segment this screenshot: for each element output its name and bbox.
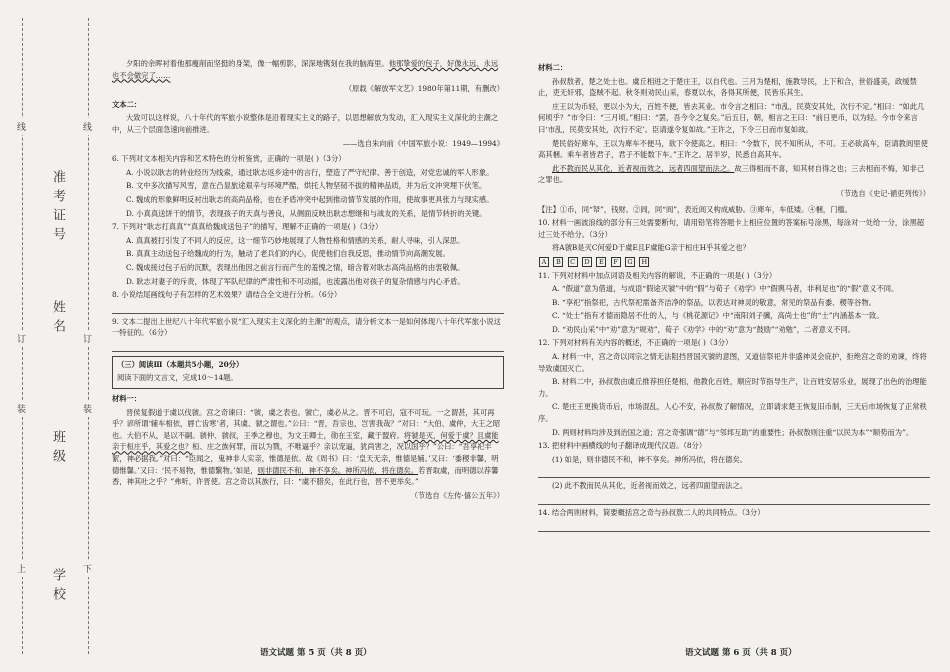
margin-word-bind: 订 [17,330,26,347]
answer-line[interactable] [538,521,930,532]
question-10: 10. 材料一画波浪线的部分有三处需要断句，请用铅笔将答题卡上相应位置的答案标号涂黑，每涂对一处给一分，涂黑超过三处不给分。（3分） [538,218,925,239]
margin-word-bind-inner: 订 [83,330,92,347]
material-1-title: 材料一： [112,394,142,404]
q10-sentence: 将A虢B是灭C何爱D于虞E且F虞能G亲于桓庄H乎其爱之也？ [552,243,750,253]
q7-option-d: D. 耿志对妻子的斥责，体现了军队纪律的严肃性和不可动摇，也流露出他对孩子的复杂情感与内心矛盾。 [126,276,465,286]
question-9: 9. 文本二提出上世纪八十年代军旅小说“汇入现实主义深化的主潮”的观点，请分析文本一是如何体现八十年代军旅小说这一特征的。（6分） [112,316,501,338]
field-name: 姓名 [50,300,65,338]
answer-line[interactable] [538,467,930,478]
q6-option-b: B. 文中多次描写风雪，意在凸显旅途艰辛与环境严酷，烘托人物坚韧不拔的精神品质，并为后文冲突埋下伏笔。 [126,181,487,191]
material-1-source: （节选自《左传·僖公五年》） [410,490,504,500]
material-2-title: 材料二： [538,63,568,72]
q12-option-a: A. 材料一中，宫之奇以同宗之情无法阻挡晋国灭虢的意图，又道信祭祀并非盛神灵会庇护，拒绝宫之奇的劝谏，终将导致虞国灭亡。 [538,352,927,373]
q6-option-c: C. 魏成的形象鲜明反衬出耿志的高尚品格，也在矛盾冲突中起到推动情节发展的作用，使故事更具张力与现实感。 [126,194,494,204]
q11-option-b: B. “享祀”指祭祀，古代祭祀需备齐洁净的祭品，以表达对神灵的敬意，常见的祭品有黍、稷等谷物。 [552,297,876,307]
footnote: 【注】①币，同“帑”，钱财。②闾，同“闾”，表近闾又构成威胁。③庳车，车低矮。④梱，门槛。 [538,204,853,214]
text2-title: 文本二： [112,99,142,109]
q12-option-d: D. 两则材料均涉及到治国之道；宫之奇强调“德”与“邻邦互助”的重要性；孙叔敖则注重“以民为本”“顺势而为”。 [552,427,914,437]
margin-word-line-inner: 线 [83,118,92,135]
cell-g[interactable]: G [625,257,635,267]
q11-option-c: C. “处士”指有才德而隐居不仕的人，与《桃花源记》中“南阳刘子骥，高尚士也”的“士”内涵基本一致。 [552,311,884,321]
q6-option-d: D. 小真真送饼干的情节，表现孩子的天真与善良，从侧面反映出耿志想继和与战友的关系，是情节转折的关键。 [126,208,487,218]
cell-a[interactable]: A [539,257,549,267]
margin-word-down: 下 [83,560,92,577]
question-7: 7. 下列对“耿志打真真”“真真给魏成送包子”的描写，理解不正确的一项是( )（3分） [112,222,383,232]
page-6-footer: 语文试题 第 6 页（共 8 页） [685,648,797,658]
text2-source: ——选自朱向前《中国军旅小说：1949—1994》 [342,138,504,148]
answer-line[interactable] [538,494,930,505]
q6-option-a: A. 小说以耿志的转业经历为线索，通过耿志返乡途中的言行，塑造了严守纪律、善于创造，对党忠诚的军人形象。 [126,167,494,177]
q13-sentence-1: (1) 如是，则非德民不和，神不享矣。神所冯依，将在德矣。 [552,454,748,464]
q12-option-b: B. 材料二中，孙叔敖由虞丘推荐担任楚相，他教化百姓，顺应时节指导生产，让百姓安居乐业，展现了出色的治理能力。 [538,377,927,398]
cell-h[interactable]: H [639,257,649,267]
cell-f[interactable]: F [611,257,621,267]
cell-e[interactable]: E [596,257,606,267]
margin-word-line: 线 [17,118,26,135]
q7-option-c: C. 魏成接过包子后的沉默，表现出他因之前言行而产生的羞愧之情，暗含着对耿志高尚品格的由衷敬佩。 [126,262,465,272]
page-5-column [112,58,504,505]
material-2-source: （节选自《史记·循吏列传》） [836,188,930,198]
margin-word-seal: 装 [17,400,26,417]
margin-word-up: 上 [17,560,26,577]
question-14: 14. 结合两则材料，简要概括宫之奇与孙叔敖二人的共同特点。（3分） [538,508,765,517]
question-8: 8. 小说结尾画线句子有怎样的艺术效果？请结合全文进行分析。（6分） [112,290,342,300]
cell-b[interactable]: B [553,257,563,267]
field-class: 班级 [50,430,65,468]
question-13: 13. 把材料中画横线的句子翻译成现代汉语。（8分） [538,441,707,451]
text2-body: 大致可以这样说，八十年代的军旅小说整体是沿着现实主义的路子，以思想解放为发动，汇入现实主义深化的主潮之中，从三个层面急速向前推进。 [112,113,499,134]
intro-poem: 夕阳的余晖衬着他那瘦削而坚挺的身架，像一幅剪影，深深地镌刻在我的脑海里。他那挚爱的包子，好像永远、永远也不会做完了…… [112,59,499,80]
question-11: 11. 下列对材料中加点词语及相关内容的解说，不正确的一项是( )（3分） [538,270,777,280]
question-12: 12. 下列对材料有关内容的概述，不正确的一项是( )（3分） [538,338,733,348]
field-exam-number: 准考证号 [50,170,65,246]
question-6: 6. 下列对文本相关内容和艺术特色的分析鉴赏，正确的一项是( )（3分） [112,154,346,164]
q11-option-d: D. “劝民山采”中“劝”意为“规劝”，荀子《劝学》中的“劝”意为“鼓励”“劝勉”，二者意义不同。 [552,324,856,334]
section-3-title: （三）阅读Ⅲ（本题共5小题，20分） [117,359,244,369]
q7-option-a: A. 真真被打引发了不同人的反应，这一细节巧妙地展现了人物性格和情感的关系，耐人寻味，引人深思。 [126,235,465,245]
margin-word-seal-inner: 装 [83,400,92,417]
q12-option-c: C. 楚庄王更换货币后，市场混乱，人心不安，孙叔敖了解情况，立即请求楚王恢复旧币制，三天后市场恢复了正常秩序。 [538,402,927,424]
material-2-p2: 庄王以为币轻，更以小为大，百姓不便，皆去其业。市令言之相曰：“市乱，民莫安其处，次行不定。”相曰：“如此几何顷乎？”市令曰：“三月顷。”相曰：“罢，吾今令之复矣。”后五日，朝，相言之王曰：“前日更币，以为轻。今市令来言曰‘市乱，民莫安其处，次行不定’。臣请遂令复如故。”王许之，下令三日而市复如故。 [538,101,925,134]
answer-line[interactable] [112,341,504,352]
material-2-p1: 孙叔敖者，楚之处士也。虞丘相进之于楚庄王，以自代也。三月为楚相，施教导民，上下和合，世俗盛美，政缓禁止，吏无奸邪，盗贼不起。秋冬则劝民山采，春夏以水，各得其所便，民皆乐其生。 [538,76,917,98]
field-school: 学校 [50,568,65,606]
q10-answer-cells [538,256,930,268]
page-5-footer: 语文试题 第 5 页（共 8 页） [260,648,372,658]
material-2-p4: 此不教而民从其化，近者视而效之，远者四面望而法之。故三得相而不喜，知其材自得之也；三去相而不悔，知非己之罪也。 [538,163,925,185]
material-1-text: 晋侯复假道于虞以伐虢。宫之奇谏曰：“虢，虞之表也。虢亡，虞必从之。晋不可启，寇不可玩。一之谓甚，其可再乎？谚所谓‘辅车相依，唇亡齿寒’者，其虞、虢之谓也。”公曰：“晋，吾宗也，岂害我哉？”对曰：“大伯、虞仲，大王之昭也。大伯不从，是以不嗣。虢仲、虢叔，王季之穆也，为文王卿士，勋在王室，藏于盟府。将虢是灭，何爱于虞？且虞能亲于桓庄乎，其爱之也？桓、庄之族何罪，而以为戮，不唯逼乎？亲以宠逼，犹尚害之，况以国乎？”公曰：“吾享祀丰絜，神必据我。”对曰：“臣闻之，鬼神非人实亲，惟德是依。故《周书》曰：‘皇天无亲，惟德是辅。’又曰：‘黍稷非馨，明德惟馨。’又曰：‘民不易物，惟德繄物。’如是，则非德民不和，神不享矣。神所冯依，将在德矣。若晋取虞，而明德以荐馨香，神其吐之乎？”弗听，许晋使。宫之奇以其族行，曰：“虞不腊矣，在此行也，晋不更举矣。” [112,407,501,487]
reading-section-box [112,356,504,389]
q13-sentence-2: (2) 此不教而民从其化，近者视而效之，远者四面望而法之。 [552,481,748,491]
cell-c[interactable]: C [568,257,578,267]
binding-margin [0,0,100,672]
source-1: （原载《解放军文艺》1980年第11期，有删改） [344,84,504,94]
section-3-intro: 阅读下面的文言文，完成10～14题。 [117,373,238,383]
page-6-column [538,62,930,534]
cell-d[interactable]: D [582,257,592,267]
q11-option-a: A. “假道”意为借道，与成语“假途灭虢”中的“假”与荀子《劝学》中“假舆马者，非利足也”的“假”意义不同。 [552,284,899,294]
answer-line[interactable] [112,303,504,314]
q7-option-b: B. 真真主动送包子给魏成的行为，触动了老兵们的内心，促使他们自我反思，推动情节向高潮发展。 [126,249,450,259]
material-2-p3: 楚民俗好庳车，王以为庳车不便马，欲下令使高之。相曰：“令数下，民不知所从，不可。王必欲高车，臣请教闾里使高其梱。乘车者皆君子，君子不能数下车。”王许之。居半岁，民悉自高其车。 [538,138,928,160]
